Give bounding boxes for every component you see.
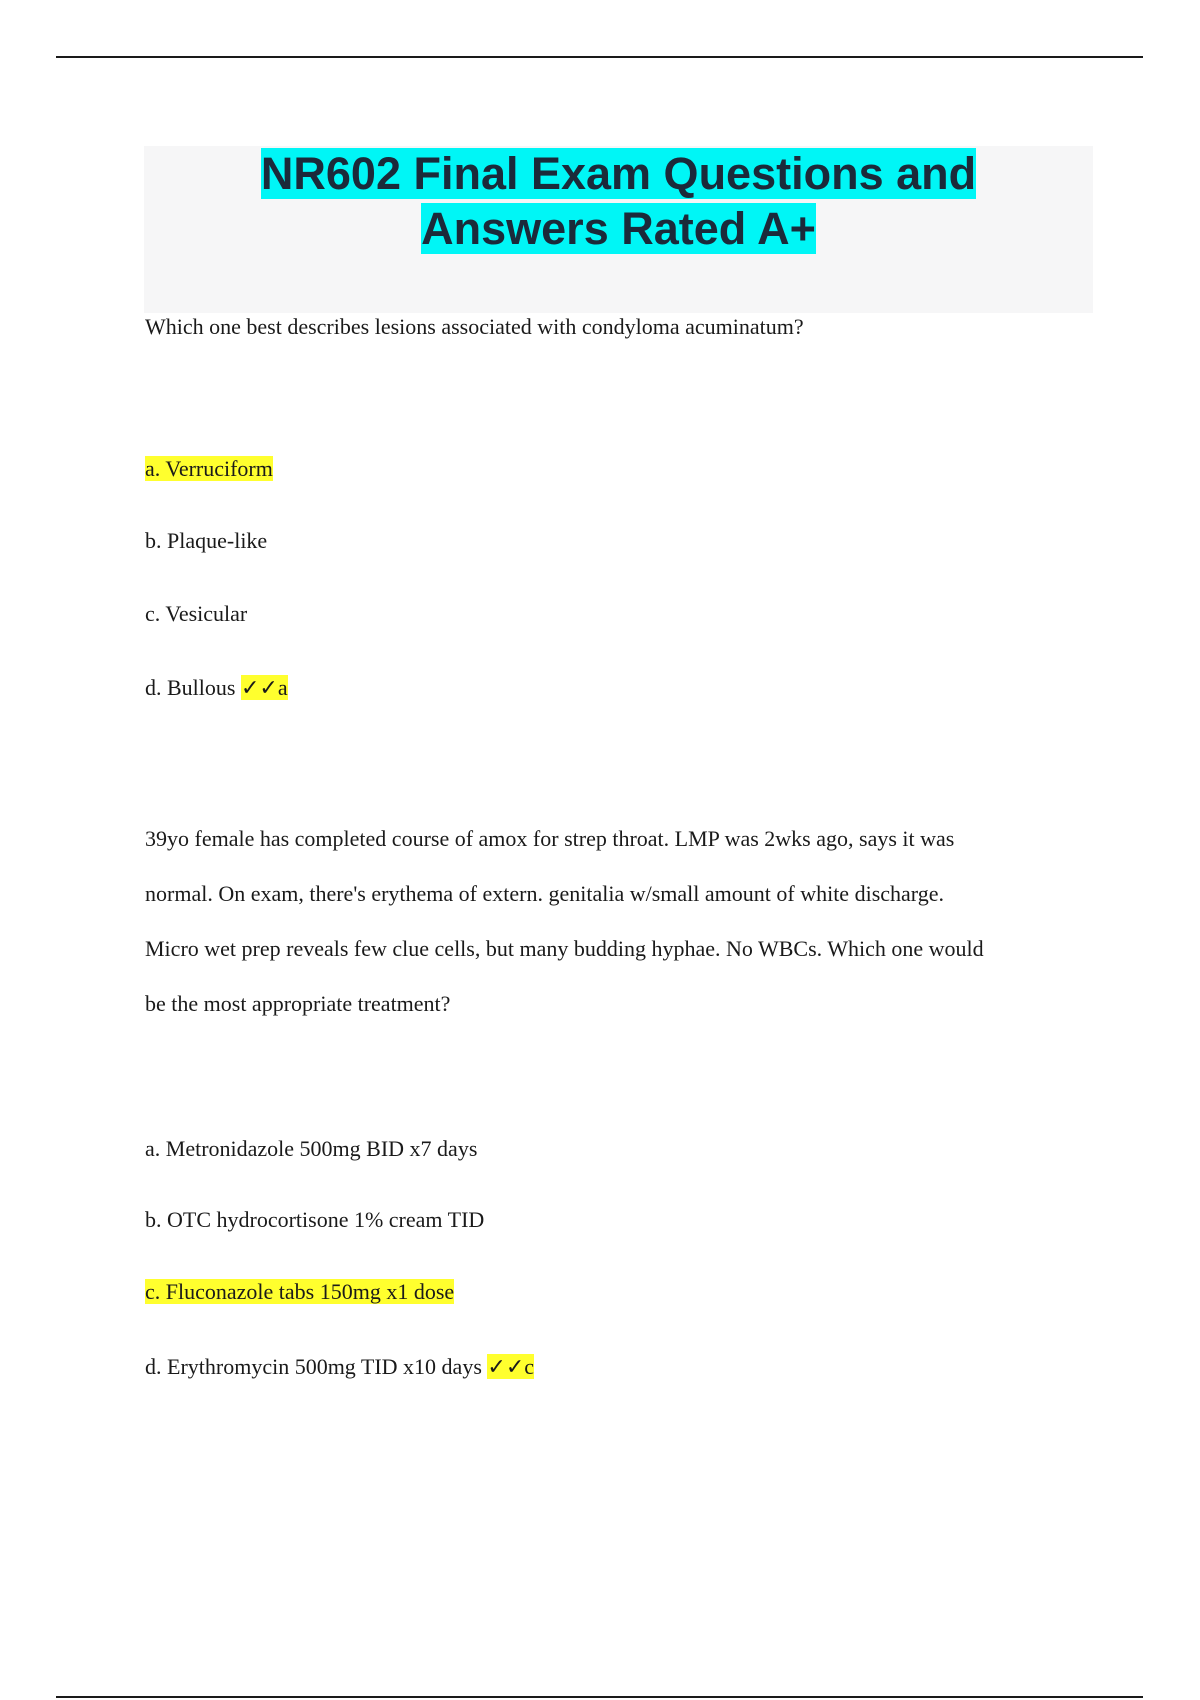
option-label: d. Bullous [145,675,236,700]
question-2-option-c [145,1279,454,1305]
question-1-option-a [145,456,273,482]
answer-key-mark: ✓✓a [240,675,288,700]
question-2-text-line-1: 39yo female has completed course of amox for strep throat. LMP was 2wks ago, says it was [145,826,955,851]
question-1-option-c: c. Vesicular [145,601,248,626]
option-label: d. Erythromycin 500mg TID x10 days [145,1354,482,1379]
top-rule [56,56,1143,58]
document-title-line-2: Answers Rated A+ [421,203,816,254]
question-2-option-b: b. OTC hydrocortisone 1% cream TID [145,1207,485,1232]
question-2-text-line-4: be the most appropriate treatment? [145,991,451,1016]
question-2-option-d [145,1354,534,1380]
title-block [144,146,1093,313]
question-2-option-a: a. Metronidazole 500mg BID x7 days [145,1136,478,1161]
question-2-text-line-2: normal. On exam, there's erythema of extern. genitalia w/small amount of white discharge. [145,881,944,906]
answer-key-mark: ✓✓c [487,1354,535,1379]
document-title-line-1: NR602 Final Exam Questions and [260,148,977,199]
question-1-option-d [145,675,288,701]
bottom-rule [56,1696,1143,1698]
question-2-text-line-3: Micro wet prep reveals few clue cells, but many budding hyphae. No WBCs. Which one would [145,936,984,961]
question-1-text: Which one best describes lesions associated with condyloma acuminatum? [145,314,804,339]
correct-answer-highlight: c. Fluconazole tabs 150mg x1 dose [145,1279,455,1304]
correct-answer-highlight: a. Verruciform [145,456,273,481]
question-1-option-b: b. Plaque-like [145,528,268,553]
